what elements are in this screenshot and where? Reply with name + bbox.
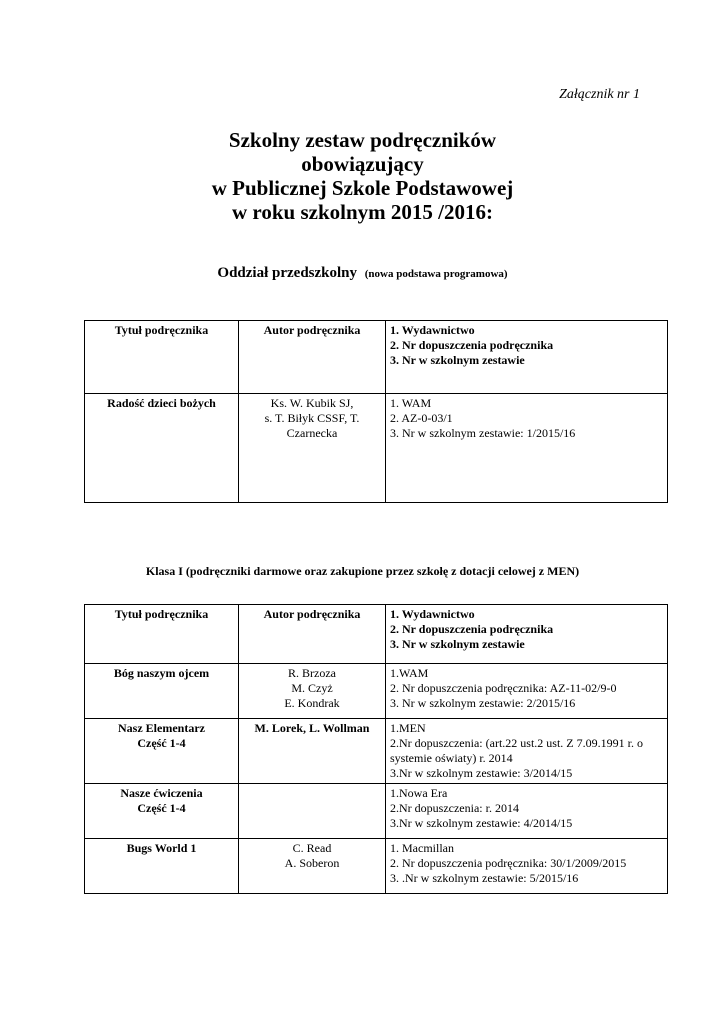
title-line: w roku szkolnym 2015 /2016: xyxy=(232,200,493,224)
header-author-cell: Autor podręcznika xyxy=(239,321,386,394)
section-preschool-heading xyxy=(0,265,725,282)
annex-label: Załącznik nr 1 xyxy=(559,87,640,102)
row-info-cell: 1.MEN 2.Nr dopuszczenia: (art.22 ust.2 ust. Z 7.09.1991 r. o systemie oświaty) r. 2014 3.Nr w szkolnym zestawie: 3/2014/15 xyxy=(386,719,668,784)
header-title-cell: Tytuł podręcznika xyxy=(85,321,239,394)
title-line: w Publicznej Szkole Podstawowej xyxy=(211,176,514,200)
title-line: Szkolny zestaw podręczników xyxy=(228,128,497,152)
document-title xyxy=(0,128,725,224)
row-title-cell: Bóg naszym ojcem xyxy=(85,664,239,719)
textbook-table-preschool xyxy=(84,320,668,503)
table-row xyxy=(85,664,668,719)
row-info-cell: 1. Macmillan 2. Nr dopuszczenia podręcznika: 30/1/2009/2015 3. .Nr w szkolnym zestawie: 5/2015/16 xyxy=(386,839,668,894)
row-author-cell: Ks. W. Kubik SJ, s. T. Biłyk CSSF, T. Czarnecka xyxy=(239,394,386,503)
row-title-cell: Nasz Elementarz Część 1-4 xyxy=(85,719,239,784)
header-info-cell: 1. Wydawnictwo 2. Nr dopuszczenia podręcznika 3. Nr w szkolnym zestawie xyxy=(386,605,668,664)
section-heading-text: Oddział przedszkolny xyxy=(217,265,358,281)
table-row xyxy=(85,719,668,784)
header-info-cell: 1. Wydawnictwo 2. Nr dopuszczenia podręcznika 3. Nr w szkolnym zestawie xyxy=(386,321,668,394)
header-title-cell: Tytuł podręcznika xyxy=(85,605,239,664)
title-line: obowiązujący xyxy=(301,152,424,176)
row-author-cell: M. Lorek, L. Wollman xyxy=(239,719,386,784)
row-title-cell: Radość dzieci bożych xyxy=(85,394,239,503)
table-row xyxy=(85,784,668,839)
row-title-cell: Bugs World 1 xyxy=(85,839,239,894)
table-row xyxy=(85,839,668,894)
section-heading-note: (nowa podstawa programowa) xyxy=(364,268,508,280)
row-info-cell: 1. WAM 2. AZ-0-03/1 3. Nr w szkolnym zestawie: 1/2015/16 xyxy=(386,394,668,503)
row-title-cell: Nasze ćwiczenia Część 1-4 xyxy=(85,784,239,839)
textbook-table-class1 xyxy=(84,604,668,894)
table-header-row xyxy=(85,605,668,664)
row-info-cell: 1.WAM 2. Nr dopuszczenia podręcznika: AZ-11-02/9-0 3. Nr w szkolnym zestawie: 2/2015/16 xyxy=(386,664,668,719)
row-author-cell xyxy=(239,784,386,839)
table-header-row xyxy=(85,321,668,394)
table-row xyxy=(85,394,668,503)
row-info-cell: 1.Nowa Era 2.Nr dopuszczenia: r. 2014 3.Nr w szkolnym zestawie: 4/2014/15 xyxy=(386,784,668,839)
row-author-cell: C. Read A. Soberon xyxy=(239,839,386,894)
section-class1-heading: Klasa I (podręczniki darmowe oraz zakupione przez szkołę z dotacji celowej z MEN) xyxy=(145,564,580,578)
row-author-cell: R. Brzoza M. Czyż E. Kondrak xyxy=(239,664,386,719)
header-author-cell: Autor podręcznika xyxy=(239,605,386,664)
